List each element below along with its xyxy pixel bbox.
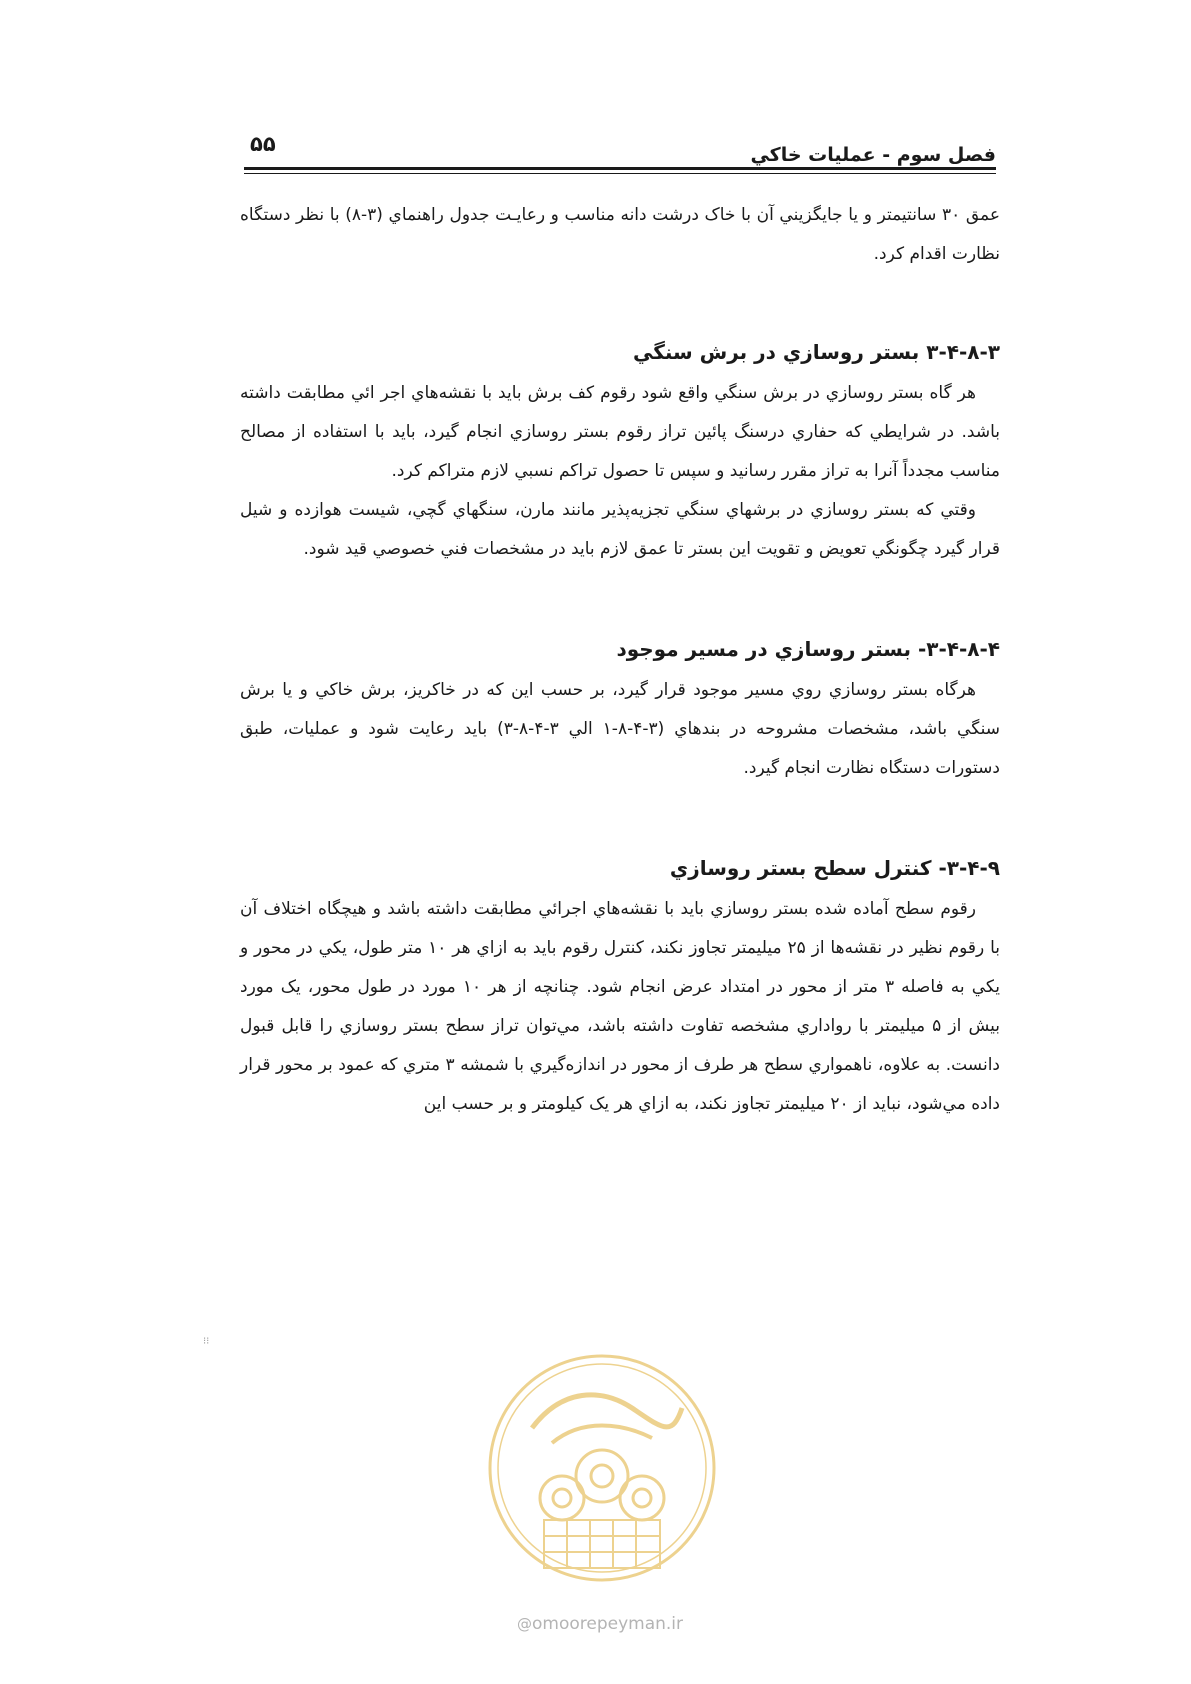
watermark-seal-logo bbox=[482, 1348, 722, 1588]
paragraph-rock-cut-2: وقتي که بستر روسازي در برشهاي سنگي تجزيه‌پذير مانند مارن، سنگهاي گچي، شيست هوازده و شيل قرار گيرد چگونگي تعويض و تقويت اين بستر تا عمق لازم بايد در مشخصات فني خصوصي قيد شود. bbox=[240, 500, 1000, 559]
watermark-site-text: omoorepeyman.ir bbox=[531, 1614, 684, 1634]
page-header bbox=[244, 130, 996, 170]
section-heading-existing-route: ۳-۴-۸-۴- بستر روسازي در مسير موجود bbox=[616, 637, 1000, 661]
page-number: ۵۵ bbox=[250, 132, 276, 156]
paragraph-existing-route: هرگاه بستر روسازي روي مسير موجود قرار گيرد، بر حسب اين که در خاکريز، برش خاکي و يا برش سنگي باشد، مشخصات مشروحه در بندهاي (۳-۴-۸-۱ الي ۳-۴-۸-۳) بايد رعايت شود و عمليات، طبق دستورات دستگاه نظارت انجام گيرد. bbox=[240, 680, 1000, 778]
scan-specks: ⁝⁝ bbox=[203, 1336, 210, 1347]
section-heading-rock-cut: ۳-۴-۸-۳ بستر روسازي در برش سنگي bbox=[632, 340, 1000, 364]
at-icon: @ bbox=[516, 1615, 532, 1633]
paragraph-rock-cut-1: هر گاه بستر روسازي در برش سنگي واقع شود رقوم کف برش بايد با نقشه‌هاي اجر ائي مطابقت داشته باشد. در شرايطي که حفاري درسنگ پائين تراز رقوم بستر روسازي انجام گيرد، بايد با استفاده از مصالح مناسب مجدداً آنرا به تراز مقرر رسانيد و سپس تا حصول تراکم نسبي لازم متراکم کرد. bbox=[240, 383, 1000, 481]
chapter-title: فصل سوم - عمليات خاكي bbox=[750, 144, 996, 166]
section-heading-surface-control: ۳-۴-۹- کنترل سطح بستر روسازي bbox=[669, 856, 1000, 880]
paragraph-surface-control: رقوم سطح آماده شده بستر روسازي بايد با نقشه‌هاي اجرائي مطابقت داشته باشد و هيچگاه اختلاف آن با رقوم نظير در نقشه‌ها از ۲۵ ميليمتر تجاوز نکند، کنترل رقوم بايد به ازاي هر ۱۰ متر طول، يکي در محور و يکي به فاصله ۳ متر از محور در امتداد عرض انجام شود. چنانچه از هر ۱۰ مورد در طول محور، يک مورد بيش از ۵ ميليمتر با رواداري مشخصه تفاوت داشته باشد، مي‌توان تراز سطح بستر روسازي را قابل قبول دانست. به علاوه، ناهمواري سطح هر طرف از محور در اندازه‌گيري با شمشه ۳ متري که عمود بر محور قرار داده مي‌شود، نبايد از ۲۰ ميليمتر تجاوز نکند، به ازاي هر يک کيلومتر و بر حسب اين bbox=[240, 899, 1001, 1114]
intro-paragraph: عمق ۳۰ سانتيمتر و يا جايگزيني آن با خاک درشت دانه مناسب و رعايـت جدول راهنماي (۳-۸) با نظر دستگاه نظارت اقدام کرد. bbox=[240, 205, 1000, 264]
watermark-site bbox=[490, 1614, 710, 1634]
header-rule-thin bbox=[244, 173, 996, 174]
header-rule-thick bbox=[244, 167, 996, 170]
page-body bbox=[240, 196, 1000, 1124]
